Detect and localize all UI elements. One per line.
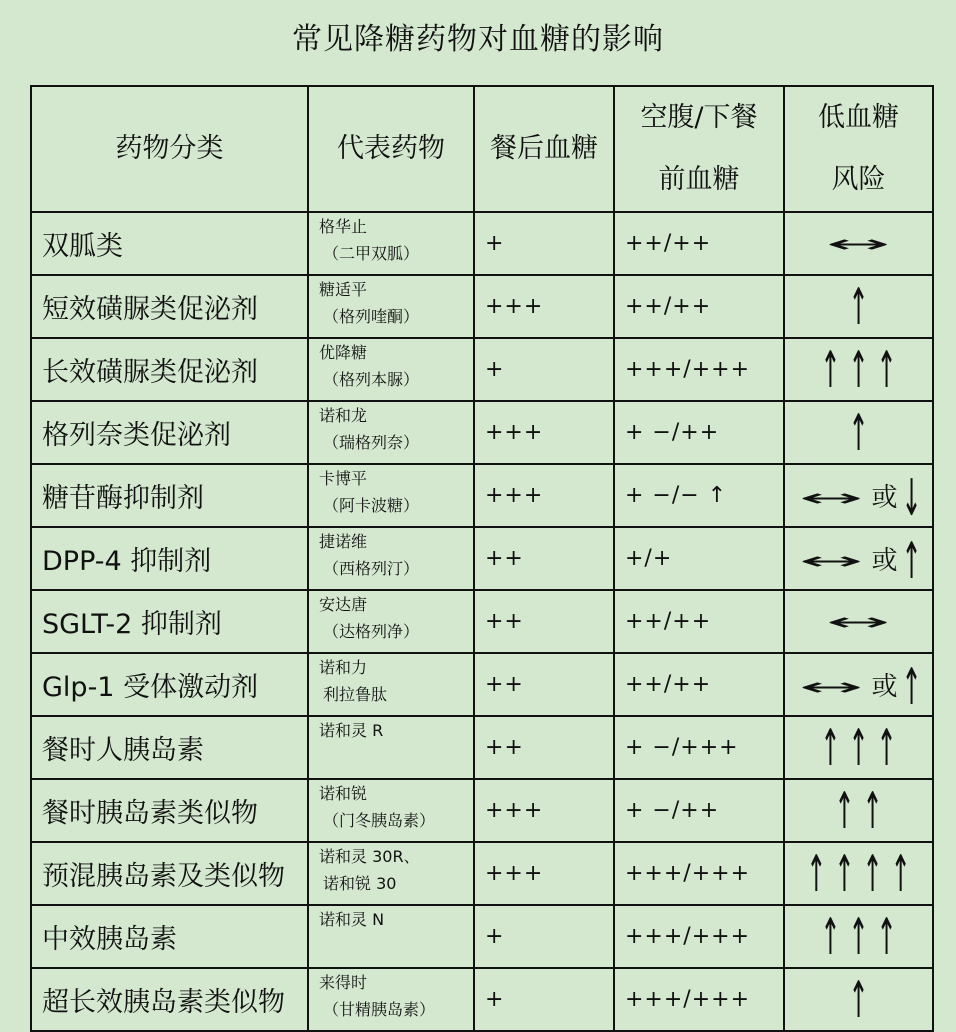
hypoglycemia-risk — [784, 590, 933, 653]
drug-class: 双胍类 — [31, 212, 308, 275]
header-row — [31, 86, 933, 212]
neutral-arrow-icon: ↔ — [826, 229, 891, 258]
hypoglycemia-risk — [784, 716, 933, 779]
fasting-effect: + −/+++ — [614, 716, 784, 779]
up-arrow-icon: ↑ — [848, 277, 869, 336]
up-arrow-icon: ↑ — [862, 844, 883, 903]
header-risk-line2: 风险 — [831, 164, 886, 195]
representative-drug — [308, 275, 474, 338]
postprandial-effect: +++ — [474, 779, 614, 842]
neutral-arrow-icon: ↔ — [826, 607, 891, 636]
postprandial-effect: + — [474, 338, 614, 401]
postprandial-effect: ++ — [474, 590, 614, 653]
postprandial-effect: +++ — [474, 275, 614, 338]
drug-generic: （格列喹酮） — [323, 307, 420, 326]
drug-generic: （甘精胰岛素） — [323, 1000, 436, 1019]
header-risk — [784, 86, 933, 212]
postprandial-effect: ++ — [474, 527, 614, 590]
drug-class: 餐时胰岛素类似物 — [31, 779, 308, 842]
drug-brand: 卡博平 — [319, 469, 368, 488]
up-arrow-icon: ↑ — [876, 907, 897, 966]
representative-drug — [308, 590, 474, 653]
hypoglycemia-risk — [784, 401, 933, 464]
drug-brand: 格华止 — [319, 217, 368, 236]
table-row — [31, 275, 933, 338]
drug-class: 预混胰岛素及类似物 — [31, 842, 308, 905]
table-row — [31, 527, 933, 590]
postprandial-effect: +++ — [474, 464, 614, 527]
representative-drug — [308, 401, 474, 464]
table-row — [31, 716, 933, 779]
drug-brand: 诺和灵 30R、 — [319, 847, 420, 866]
drug-class: SGLT-2 抑制剂 — [31, 590, 308, 653]
drug-brand: 优降糖 — [319, 343, 368, 362]
representative-drug — [308, 779, 474, 842]
postprandial-effect: ++ — [474, 716, 614, 779]
fasting-effect: ++/++ — [614, 590, 784, 653]
representative-drug — [308, 905, 474, 968]
neutral-arrow-icon: ↔ — [799, 673, 864, 701]
drug-generic: 利拉鲁肽 — [323, 685, 388, 704]
hypoglycemia-risk — [784, 905, 933, 968]
table-row — [31, 968, 933, 1031]
fasting-effect: +/+ — [614, 527, 784, 590]
table-row — [31, 338, 933, 401]
fasting-effect: ++/++ — [614, 653, 784, 716]
fasting-effect: +++/+++ — [614, 905, 784, 968]
fasting-effect: + −/− ↑ — [614, 464, 784, 527]
postprandial-effect: + — [474, 905, 614, 968]
up-arrow-icon: ↑ — [890, 844, 911, 903]
or-text: 或 — [871, 546, 898, 576]
up-arrow-icon: ↑ — [848, 970, 869, 1029]
up-arrow-icon: ↑ — [876, 718, 897, 777]
drug-class: Glp-1 受体激动剂 — [31, 653, 308, 716]
drug-generic: （瑞格列奈） — [323, 433, 420, 452]
table-row — [31, 842, 933, 905]
table-row — [31, 464, 933, 527]
drug-generic: （西格列汀） — [323, 559, 420, 578]
drug-class: 餐时人胰岛素 — [31, 716, 308, 779]
down-arrow-icon: ↓ — [901, 468, 922, 528]
drug-brand: 来得时 — [319, 973, 368, 992]
table-row — [31, 779, 933, 842]
drug-class: 格列奈类促泌剂 — [31, 401, 308, 464]
drug-brand: 捷诺维 — [319, 532, 368, 551]
fasting-effect: ++/++ — [614, 212, 784, 275]
hypoglycemia-risk — [784, 212, 933, 275]
fasting-effect: +++/+++ — [614, 968, 784, 1031]
postprandial-effect: ++ — [474, 653, 614, 716]
drug-brand: 安达唐 — [319, 595, 368, 614]
table-row — [31, 905, 933, 968]
representative-drug — [308, 338, 474, 401]
postprandial-effect: + — [474, 212, 614, 275]
hypoglycemia-risk — [784, 527, 933, 590]
up-arrow-icon: ↑ — [820, 907, 841, 966]
drug-generic: （格列本脲） — [323, 370, 420, 389]
representative-drug — [308, 716, 474, 779]
up-arrow-icon: ↑ — [848, 907, 869, 966]
postprandial-effect: +++ — [474, 401, 614, 464]
header-postprandial: 餐后血糖 — [474, 86, 614, 212]
drug-generic: （二甲双胍） — [323, 244, 420, 263]
header-fasting — [614, 86, 784, 212]
postprandial-effect: + — [474, 968, 614, 1031]
representative-drug — [308, 842, 474, 905]
drug-class: 短效磺脲类促泌剂 — [31, 275, 308, 338]
drug-effect-table — [30, 85, 934, 1032]
drug-brand: 诺和灵 R — [319, 721, 384, 740]
or-text: 或 — [871, 672, 898, 702]
hypoglycemia-risk — [784, 338, 933, 401]
up-arrow-icon: ↑ — [834, 844, 855, 903]
fasting-effect: ++/++ — [614, 275, 784, 338]
header-risk-line1: 低血糖 — [818, 102, 899, 133]
up-arrow-icon: ↑ — [820, 718, 841, 777]
up-arrow-icon: ↑ — [848, 718, 869, 777]
hypoglycemia-risk — [784, 653, 933, 716]
drug-class: 长效磺脲类促泌剂 — [31, 338, 308, 401]
fasting-effect: + −/++ — [614, 401, 784, 464]
drug-class: 中效胰岛素 — [31, 905, 308, 968]
drug-generic: （达格列净） — [323, 622, 420, 641]
hypoglycemia-risk — [784, 275, 933, 338]
fasting-effect: +++/+++ — [614, 842, 784, 905]
table-row — [31, 401, 933, 464]
neutral-arrow-icon: ↔ — [799, 484, 864, 512]
neutral-arrow-icon: ↔ — [799, 547, 864, 575]
drug-generic: 诺和锐 30 — [323, 874, 397, 893]
up-arrow-icon: ↑ — [862, 781, 883, 840]
drug-generic: （阿卡波糖） — [323, 496, 420, 515]
representative-drug — [308, 212, 474, 275]
drug-brand: 诺和龙 — [319, 406, 368, 425]
drug-brand: 诺和锐 — [319, 784, 368, 803]
hypoglycemia-risk — [784, 842, 933, 905]
postprandial-effect: +++ — [474, 842, 614, 905]
hypoglycemia-risk — [784, 968, 933, 1031]
up-arrow-icon: ↑ — [834, 781, 855, 840]
drug-brand: 诺和灵 N — [319, 910, 385, 929]
representative-drug — [308, 464, 474, 527]
or-text: 或 — [871, 483, 898, 513]
header-class: 药物分类 — [31, 86, 308, 212]
up-arrow-icon: ↑ — [848, 403, 869, 462]
fasting-effect: +++/+++ — [614, 338, 784, 401]
drug-class: 糖苷酶抑制剂 — [31, 464, 308, 527]
header-fasting-line2: 前血糖 — [658, 164, 740, 195]
up-arrow-icon: ↑ — [820, 340, 841, 399]
table-row — [31, 590, 933, 653]
drug-brand: 诺和力 — [319, 658, 368, 677]
up-arrow-icon: ↑ — [901, 531, 922, 591]
hypoglycemia-risk — [784, 464, 933, 527]
representative-drug — [308, 527, 474, 590]
table-row — [31, 653, 933, 716]
hypoglycemia-risk — [784, 779, 933, 842]
representative-drug — [308, 968, 474, 1031]
drug-class: DPP-4 抑制剂 — [31, 527, 308, 590]
up-arrow-icon: ↑ — [876, 340, 897, 399]
fasting-effect: + −/++ — [614, 779, 784, 842]
drug-class: 超长效胰岛素类似物 — [31, 968, 308, 1031]
drug-generic: （门冬胰岛素） — [323, 811, 436, 830]
header-drug: 代表药物 — [308, 86, 474, 212]
up-arrow-icon: ↑ — [806, 844, 827, 903]
header-fasting-line1: 空腹/下餐 — [640, 102, 758, 133]
table-row — [31, 212, 933, 275]
drug-brand: 糖适平 — [319, 280, 368, 299]
up-arrow-icon: ↑ — [901, 657, 922, 717]
representative-drug — [308, 653, 474, 716]
up-arrow-icon: ↑ — [848, 340, 869, 399]
page-title: 常见降糖药物对血糖的影响 — [292, 22, 664, 57]
